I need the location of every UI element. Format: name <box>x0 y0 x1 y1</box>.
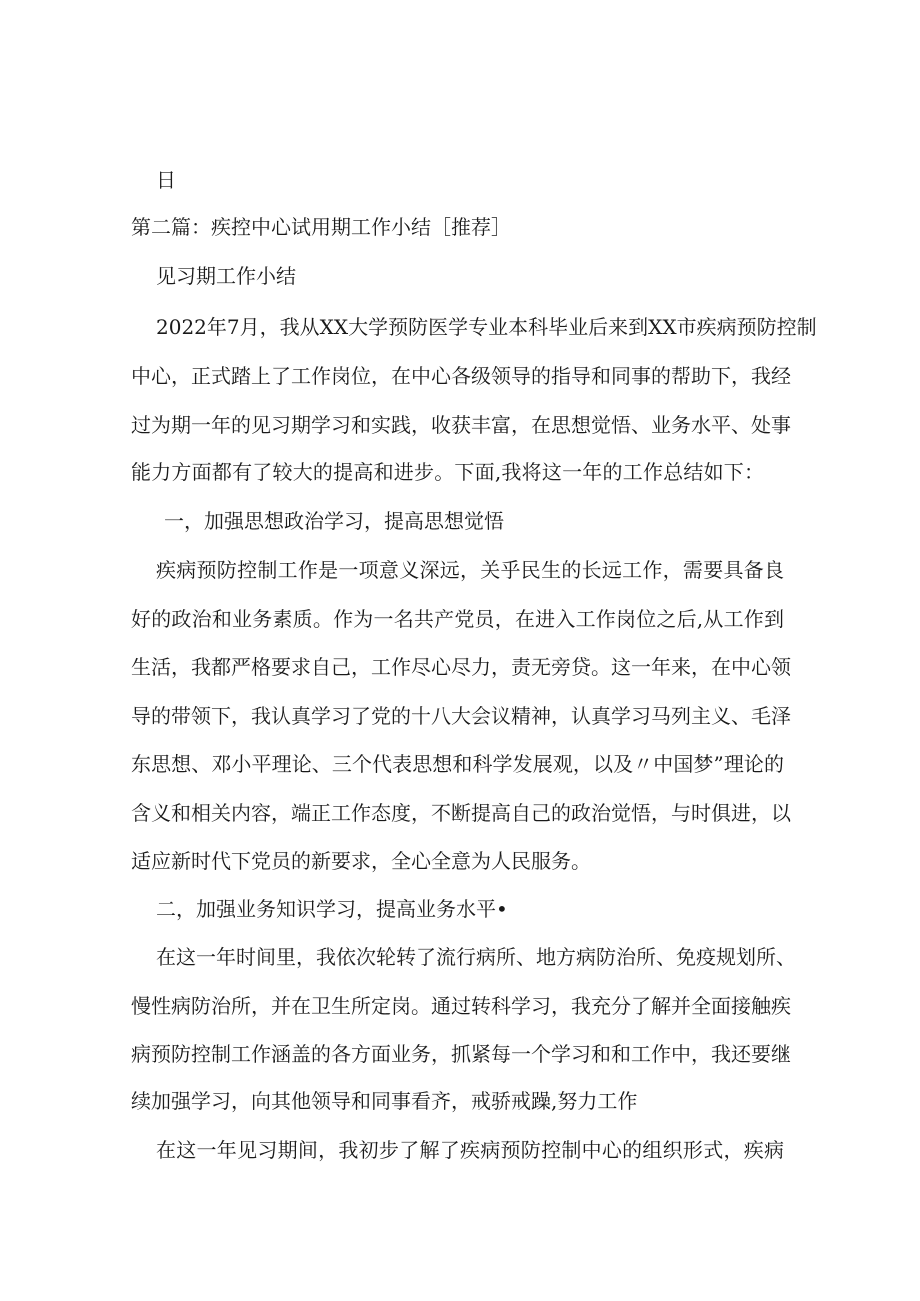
paragraph-line: 适应新时代下党员的新要求，全心全意为人民服务。 <box>131 849 591 873</box>
paragraph-line: 过为期一年的见习期学习和实践，收获丰富，在思想觉悟、业务水平、处事 <box>131 413 791 437</box>
paragraph-line: 疾病预防控制工作是一项意义深远，关乎民生的长远工作，需要具备良 <box>156 558 784 582</box>
paragraph-line: 导的带领下，我认真学习了党的十八大会议精神，认真学习马列主义、毛泽 <box>131 704 791 728</box>
paragraph-line: 好的政治和业务素质。作为一名共产党员，在进入工作岗位之后,从工作到 <box>131 607 784 631</box>
section-heading-2: 二，加强业务知识学习，提高业务水平• <box>156 897 508 921</box>
date-fragment: 日 <box>156 168 176 192</box>
paragraph-line: 能力方面都有了较大的提高和进步。下面,我将这一年的工作总结如下： <box>131 460 764 484</box>
paragraph-line: 中心，正式踏上了工作岗位，在中心各级领导的指导和同事的帮助下，我经 <box>131 364 791 388</box>
paragraph-line: 续加强学习，向其他领导和同事看齐，戒骄戒躁,努力工作 <box>131 1089 638 1113</box>
paragraph-line: 含义和相关内容，端正工作态度，不断提高自己的政治觉悟，与时俱进，以 <box>131 801 791 825</box>
document-subtitle: 见习期工作小结 <box>156 264 296 288</box>
paragraph-line: 慢性病防治所，并在卫生所定岗。通过转科学习，我充分了解并全面接触疾 <box>131 994 791 1018</box>
paragraph-line: 在这一年时间里，我依次轮转了流行病所、地方病防治所、免疫规划所、 <box>156 945 796 969</box>
paragraph-line: 病预防控制工作涵盖的各方面业务，抓紧每一个学习和和工作中，我还要继 <box>131 1042 791 1066</box>
paragraph-line: 生活，我都严格要求自己，工作尽心尽力，责无旁贷。这一年来，在中心领 <box>131 655 791 679</box>
paragraph-line: 在这一年见习期间，我初步了解了疾病预防控制中心的组织形式，疾病 <box>156 1138 784 1162</box>
paragraph-line: 2022年7月，我从XX大学预防医学专业本科毕业后来到XX市疾病预防控制 <box>156 315 817 339</box>
paragraph-line: 东思想、邓小平理论、三个代表思想和科学发展观，以及〃中国梦”理论的 <box>131 752 784 776</box>
section-title: 第二篇：疾控中心试用期工作小结［推荐］ <box>131 215 511 239</box>
section-heading-1: 一，加强思想政治学习，提高思想觉悟 <box>164 509 504 533</box>
